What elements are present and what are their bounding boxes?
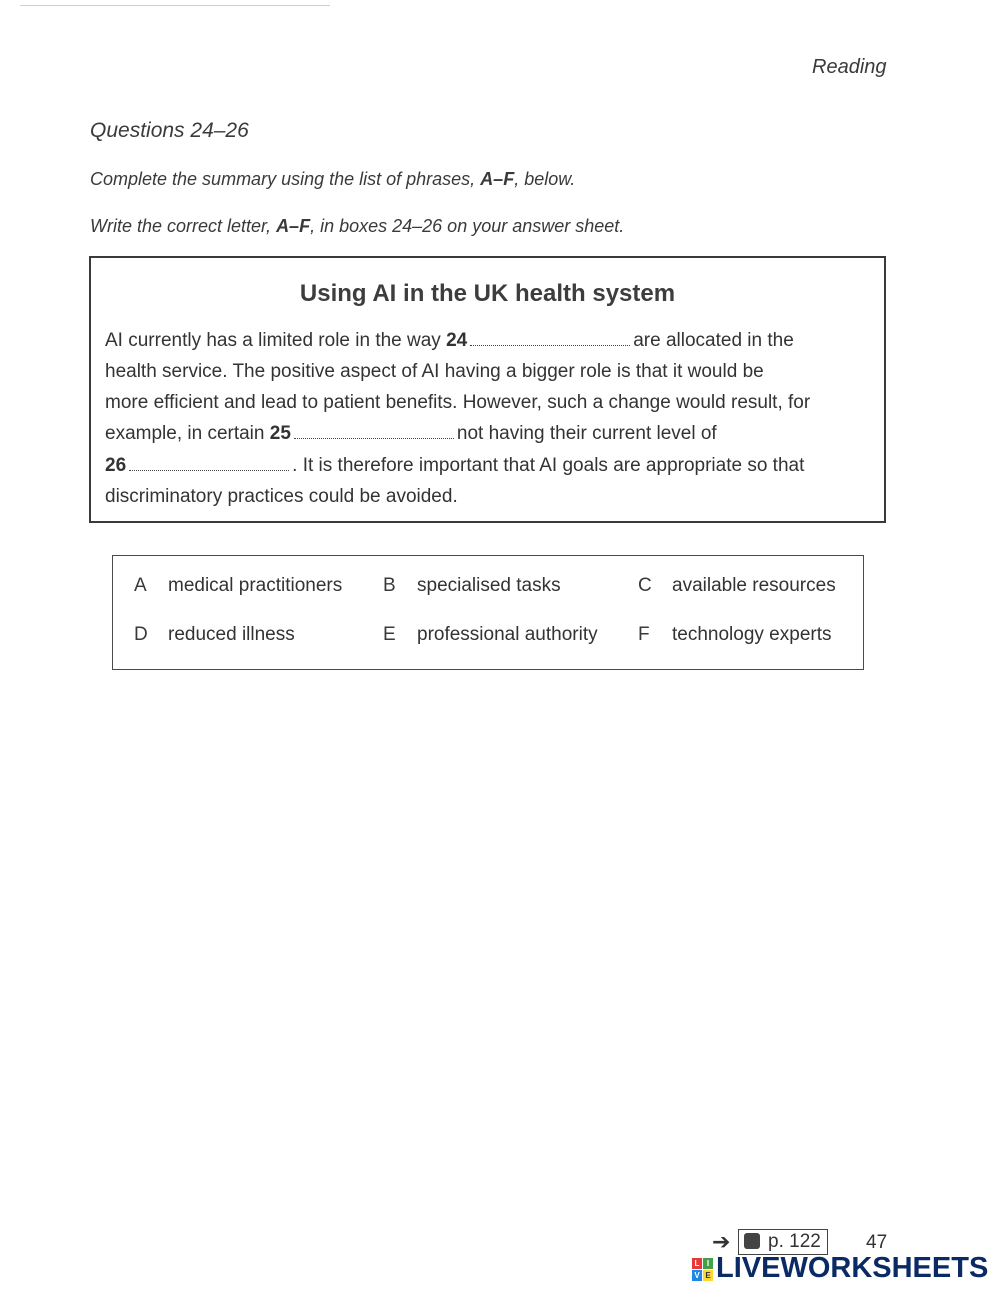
logo-letter-e: E bbox=[703, 1270, 713, 1281]
phrase-options-box bbox=[112, 555, 864, 670]
option-letter: F bbox=[638, 624, 650, 645]
summary-text: AI currently has a limited role in the way bbox=[105, 330, 447, 351]
instruction2-letters: A–F bbox=[276, 216, 311, 236]
option-text: medical practitioners bbox=[168, 575, 343, 596]
question-number-24: 24 bbox=[446, 330, 468, 351]
liveworksheets-brand[interactable]: LIVEWORKSHEETS bbox=[716, 1252, 989, 1284]
questions-heading: Questions 24–26 bbox=[90, 119, 249, 142]
option-letter: E bbox=[383, 624, 396, 645]
summary-box bbox=[89, 256, 886, 523]
answer-gap-26[interactable] bbox=[129, 456, 289, 471]
option-text: reduced illness bbox=[168, 624, 295, 645]
instruction2-tail: , in boxes 24–26 on your answer sheet. bbox=[310, 216, 625, 236]
option-f bbox=[638, 624, 832, 646]
arrow-right-icon: ➔ bbox=[712, 1229, 731, 1254]
question-number-25: 25 bbox=[269, 423, 291, 444]
top-rule bbox=[20, 5, 330, 6]
answer-gap-24[interactable] bbox=[470, 331, 630, 346]
option-text: specialised tasks bbox=[417, 575, 561, 596]
instruction2-text: Write the correct letter, bbox=[90, 216, 277, 236]
logo-letter-i: I bbox=[703, 1258, 713, 1269]
logo-letter-l: L bbox=[692, 1258, 702, 1269]
instruction-write-letter bbox=[90, 216, 624, 237]
option-letter: A bbox=[134, 575, 147, 596]
page-number: 47 bbox=[866, 1232, 888, 1253]
option-b bbox=[383, 575, 561, 597]
section-label: Reading bbox=[812, 56, 887, 78]
instruction1-text: Complete the summary using the list of phrases, bbox=[90, 169, 481, 189]
page-reference-text: p. 122 bbox=[768, 1231, 821, 1252]
option-letter: C bbox=[638, 575, 652, 596]
summary-line-3: more efficient and lead to patient benefits. However, such a change would result, for bbox=[105, 392, 811, 413]
option-text: technology experts bbox=[672, 624, 832, 645]
instruction1-tail: , below. bbox=[514, 169, 576, 189]
option-d bbox=[134, 624, 295, 646]
option-letter: B bbox=[383, 575, 396, 596]
option-e bbox=[383, 624, 598, 646]
option-text: professional authority bbox=[417, 624, 598, 645]
key-icon bbox=[744, 1233, 760, 1249]
summary-line-6: discriminatory practices could be avoided. bbox=[105, 486, 458, 507]
option-text: available resources bbox=[672, 575, 836, 596]
instruction-complete-summary bbox=[90, 169, 575, 190]
summary-text: not having their current level of bbox=[456, 423, 717, 444]
summary-line-1 bbox=[105, 330, 794, 352]
summary-line-2: health service. The positive aspect of AI having a bigger role is that it would be bbox=[105, 361, 764, 382]
summary-text: example, in certain bbox=[105, 423, 270, 444]
summary-line-5 bbox=[105, 455, 804, 477]
option-a bbox=[134, 575, 342, 597]
summary-line-4 bbox=[105, 423, 717, 445]
liveworksheets-logo-icon bbox=[692, 1258, 714, 1282]
instruction1-letters: A–F bbox=[480, 169, 515, 189]
summary-text: . It is therefore important that AI goals are appropriate so that bbox=[292, 455, 805, 476]
option-letter: D bbox=[134, 624, 148, 645]
logo-letter-v: V bbox=[692, 1270, 702, 1281]
option-c bbox=[638, 575, 836, 597]
summary-title: Using AI in the UK health system bbox=[299, 280, 676, 307]
question-number-26: 26 bbox=[105, 455, 127, 476]
summary-text: are allocated in the bbox=[633, 330, 794, 351]
answer-gap-25[interactable] bbox=[294, 424, 454, 439]
